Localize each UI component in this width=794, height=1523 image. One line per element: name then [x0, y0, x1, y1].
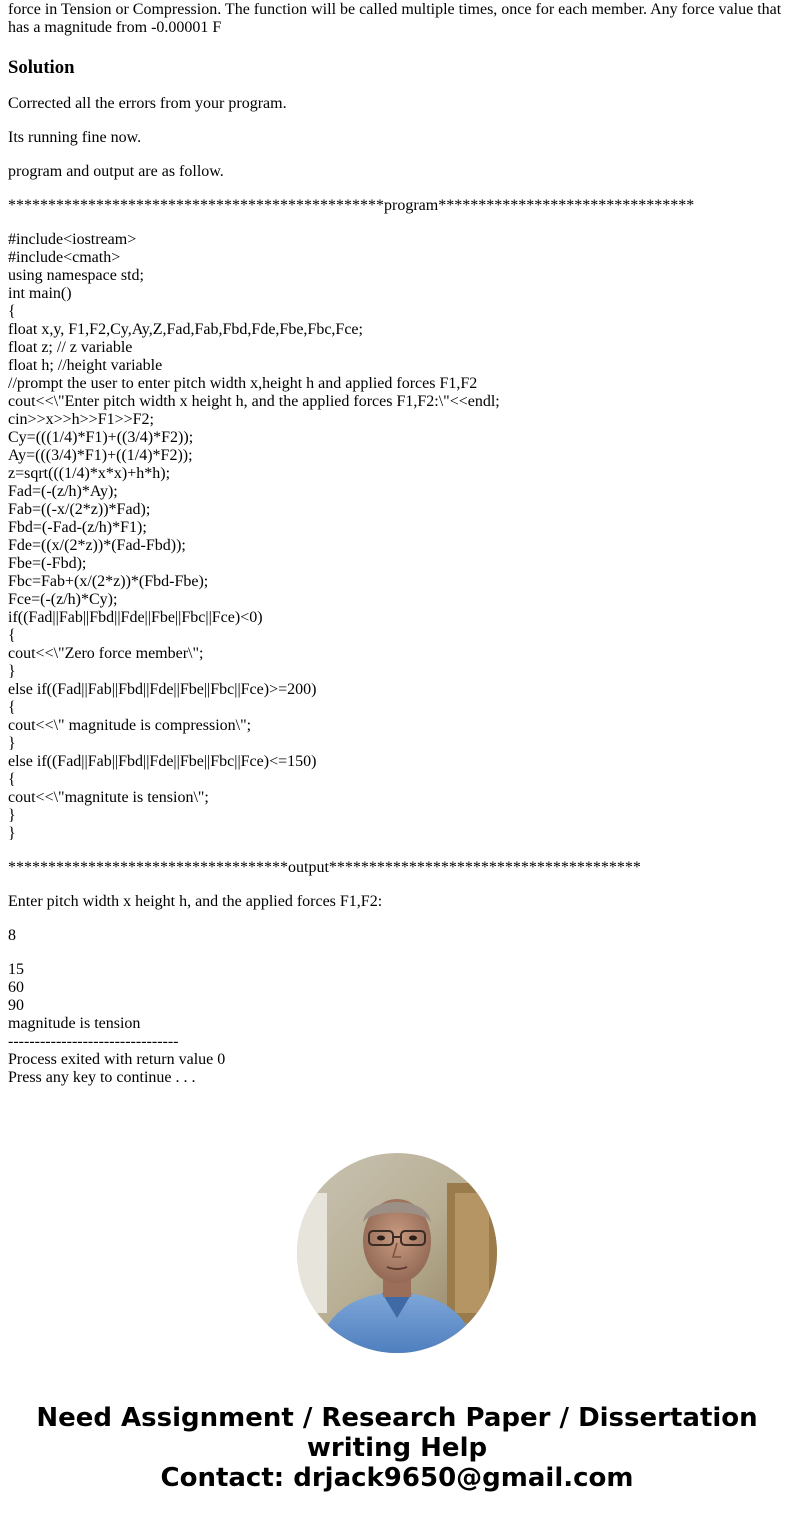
code-line: z=sqrt(((1/4)*x*x)+h*h); [8, 465, 171, 482]
output-line: 60 [8, 979, 24, 996]
output-line: 90 [8, 997, 24, 1014]
output-banner: ***********************************output*************************************** [8, 859, 641, 876]
code-line: Fad=(-(z/h)*Ay); [8, 483, 118, 500]
question-text: force in Tension or Compression. The function will be called multiple times, once for each member. Any force value that has a magnitude from -0.00001 F [8, 1, 782, 36]
code-line: else if((Fad||Fab||Fbd||Fde||Fbe||Fbc||Fce)>=200) [8, 681, 317, 698]
program-banner: ***********************************************program******************************** [8, 197, 695, 214]
code-line: } [8, 735, 16, 752]
code-line: float x,y, F1,F2,Cy,Ay,Z,Fad,Fab,Fbd,Fde,Fbe,Fbc,Fce; [8, 321, 363, 338]
code-line: //prompt the user to enter pitch width x,height h and applied forces F1,F2 [8, 375, 478, 392]
code-line: else if((Fad||Fab||Fbd||Fde||Fbe||Fbc||Fce)<=150) [8, 753, 317, 770]
author-photo [297, 1153, 497, 1353]
portrait-image [297, 1153, 497, 1353]
output-line: magnitude is tension [8, 1015, 141, 1032]
output-line: Process exited with return value 0 [8, 1051, 226, 1068]
program-code [8, 231, 786, 843]
code-line: cout<<\"magnitute is tension\"; [8, 789, 209, 806]
code-line: } [8, 825, 16, 842]
code-line: Fab=((-x/(2*z))*Fad); [8, 501, 151, 518]
document-body [8, 0, 786, 1087]
code-line: float h; //height variable [8, 357, 163, 374]
output-line: Press any key to continue . . . [8, 1069, 196, 1086]
code-line: using namespace std; [8, 267, 144, 284]
footer-contact: Contact: drjack9650@gmail.com [160, 1463, 634, 1493]
footer-banner [0, 1403, 794, 1493]
solution-paragraph: Its running fine now. [8, 129, 142, 146]
code-line: Cy=(((1/4)*F1)+((3/4)*F2)); [8, 429, 194, 446]
code-line: { [8, 699, 16, 716]
code-line: Fbd=(-Fad-(z/h)*F1); [8, 519, 147, 536]
solution-heading: Solution [8, 57, 75, 78]
solution-paragraphs [8, 95, 786, 181]
footer-line-2: writing Help [306, 1433, 488, 1463]
code-line: } [8, 663, 16, 680]
code-line: cout<<\"Zero force member\"; [8, 645, 204, 662]
code-line: #include<cmath> [8, 249, 121, 266]
code-line: } [8, 807, 16, 824]
code-line: { [8, 771, 16, 788]
solution-paragraph: Corrected all the errors from your program. [8, 95, 287, 112]
output-first-value: 8 [8, 927, 16, 944]
code-line: cout<<\"Enter pitch width x height h, and the applied forces F1,F2:\"<<endl; [8, 393, 500, 410]
code-line: float z; // z variable [8, 339, 133, 356]
code-line: { [8, 627, 16, 644]
output-line: 15 [8, 961, 24, 978]
code-line: Fce=(-(z/h)*Cy); [8, 591, 118, 608]
code-line: int main() [8, 285, 72, 302]
code-line: { [8, 303, 16, 320]
footer-line-1: Need Assignment / Research Paper / Dissertation [36, 1403, 758, 1433]
program-output [8, 961, 786, 1087]
code-line: #include<iostream> [8, 231, 137, 248]
code-line: if((Fad||Fab||Fbd||Fde||Fbe||Fbc||Fce)<0) [8, 609, 263, 626]
output-line: -------------------------------- [8, 1033, 179, 1050]
output-prompt: Enter pitch width x height h, and the applied forces F1,F2: [8, 893, 383, 910]
code-line: Fbe=(-Fbd); [8, 555, 87, 572]
code-line: cin>>x>>h>>F1>>F2; [8, 411, 154, 428]
code-line: Ay=(((3/4)*F1)+((1/4)*F2)); [8, 447, 193, 464]
code-line: cout<<\" magnitude is compression\"; [8, 717, 252, 734]
code-line: Fbc=Fab+(x/(2*z))*(Fbd-Fbe); [8, 573, 209, 590]
solution-paragraph: program and output are as follow. [8, 163, 224, 180]
code-line: Fde=((x/(2*z))*(Fad-Fbd)); [8, 537, 186, 554]
